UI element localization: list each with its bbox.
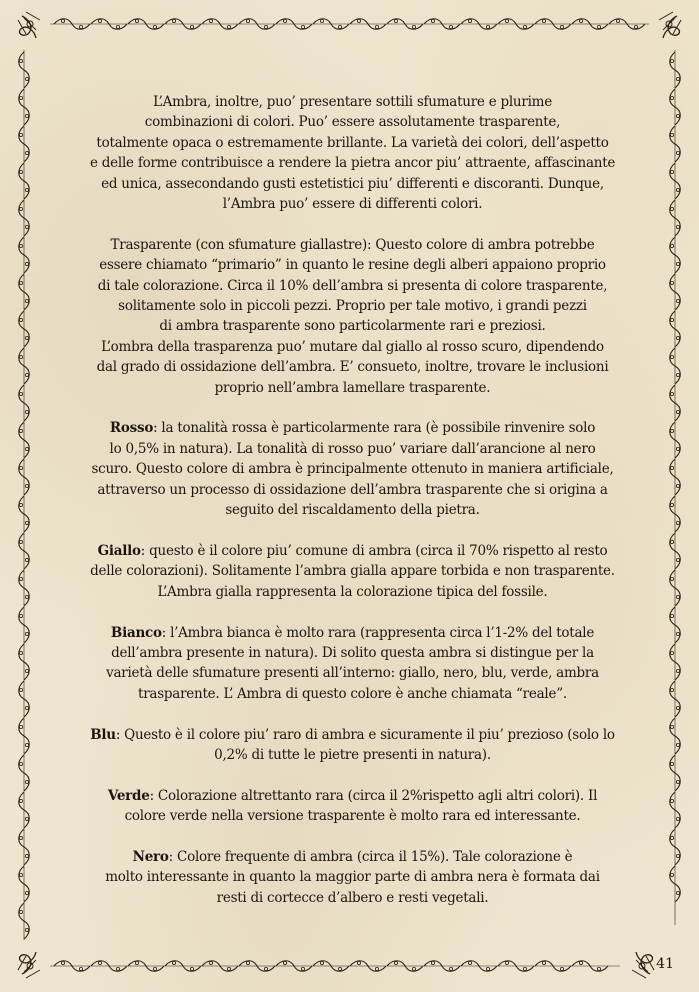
line-text: ed unica, assecondando gusti estetistici piu’ differenti e discoranti. Dunque, bbox=[101, 175, 604, 192]
line-text: L’Ambra, inoltre, puo’ presentare sottili sfumature e plurime bbox=[153, 94, 552, 110]
text-line bbox=[90, 643, 615, 663]
line-text: lo 0,5% in natura). La tonalità di rosso puo’ variare dall’arancione al nero bbox=[109, 440, 596, 457]
color-heading: Verde bbox=[107, 787, 150, 804]
body-text bbox=[90, 92, 615, 929]
text-line bbox=[90, 174, 615, 194]
paragraph bbox=[90, 623, 615, 705]
paragraph bbox=[90, 541, 615, 602]
line-text: dell’ambra presente in natura). Di solito questa ambra si distingue per la bbox=[111, 644, 594, 661]
text-line bbox=[90, 112, 615, 132]
text-line bbox=[90, 153, 615, 173]
paragraph bbox=[90, 92, 615, 214]
line-text: proprio nell’ambra lamellare trasparente. bbox=[214, 379, 491, 396]
text-line bbox=[90, 561, 615, 581]
text-line bbox=[90, 276, 615, 296]
line-text: totalmente opaca o estremamente brillante. La varietà dei colori, dell’aspetto bbox=[96, 134, 609, 151]
left-border bbox=[19, 50, 30, 940]
line-text: di ambra trasparente sono particolarmente rari e preziosi. bbox=[159, 318, 546, 335]
text-line bbox=[90, 92, 615, 112]
text-line bbox=[90, 500, 615, 520]
flourish-corner-icon bbox=[18, 12, 40, 38]
line-text: delle colorazioni). Solitamente l’ambra gialla appare torbida e non trasparente. bbox=[90, 563, 615, 580]
flourish-corner-icon bbox=[632, 952, 654, 978]
line-text: combinazioni di colori. Puo’ essere assolutamente trasparente, bbox=[144, 114, 561, 131]
line-text: : l’Ambra bianca è molto rara (rappresenta circa l’1-2% del totale bbox=[161, 624, 595, 641]
text-line bbox=[90, 439, 615, 459]
text-line bbox=[90, 194, 615, 214]
page-number: 41 bbox=[656, 956, 674, 972]
text-line bbox=[90, 663, 615, 683]
paragraph bbox=[90, 418, 615, 520]
line-text: Trasparente (con sfumature giallastre): Questo colore di ambra potrebbe bbox=[110, 236, 595, 253]
text-line bbox=[90, 459, 615, 479]
line-text: dal grado di ossidazione dell’ambra. E’ consueto, inoltre, trovare le inclusioni bbox=[96, 359, 609, 376]
text-line bbox=[90, 786, 615, 806]
line-text: resti di cortecce d’albero e resti vegetali. bbox=[216, 889, 489, 906]
text-line bbox=[90, 480, 615, 500]
color-heading: Bianco bbox=[110, 624, 162, 641]
line-text: l’Ambra puo’ essere di differenti colori. bbox=[222, 196, 483, 213]
paragraph bbox=[90, 847, 615, 908]
line-text: L’ombra della trasparenza puo’ mutare dal giallo al rosso scuro, dipendendo bbox=[101, 338, 604, 355]
top-border bbox=[50, 19, 649, 30]
text-line bbox=[90, 418, 615, 438]
text-line bbox=[90, 255, 615, 275]
text-line bbox=[90, 867, 615, 887]
paragraph bbox=[90, 786, 615, 827]
line-text: essere chiamato “primario” in quanto le resine degli alberi appaiono proprio bbox=[99, 257, 606, 274]
line-text: 0,2% di tutte le pietre presenti in natura). bbox=[214, 746, 491, 763]
line-text: solitamente solo in piccoli pezzi. Proprio per tale motivo, i grandi pezzi bbox=[118, 298, 587, 315]
text-line bbox=[90, 888, 615, 908]
color-heading: Blu bbox=[90, 726, 116, 743]
text-line bbox=[90, 378, 615, 398]
flourish-corner-icon bbox=[18, 952, 40, 978]
right-border bbox=[670, 50, 681, 925]
text-line bbox=[90, 745, 615, 765]
text-line bbox=[90, 806, 615, 826]
bottom-border bbox=[50, 961, 620, 972]
text-line bbox=[90, 684, 615, 704]
line-text: e delle forme contribuisce a rendere la pietra ancor piu’ attraente, affascinante bbox=[90, 155, 616, 172]
line-text: seguito del riscaldamento della pietra. bbox=[225, 502, 480, 519]
text-line bbox=[90, 337, 615, 357]
color-heading: Giallo bbox=[97, 542, 141, 559]
text-line bbox=[90, 316, 615, 336]
line-text: trasparente. L’ Ambra di questo colore è anche chiamata “reale”. bbox=[138, 685, 567, 702]
line-text: : Colorazione altrettanto rara (circa il 2%rispetto agli altri colori). Il bbox=[149, 787, 598, 804]
text-line bbox=[90, 847, 615, 867]
line-text: varietà delle sfumature presenti all’interno: giallo, nero, blu, verde, ambra bbox=[106, 665, 599, 682]
text-line bbox=[90, 623, 615, 643]
line-text: : questo è il colore piu’ comune di ambra (circa il 70% rispetto al resto bbox=[140, 542, 608, 559]
line-text: L’Ambra gialla rappresenta la colorazione tipica del fossile. bbox=[157, 583, 548, 600]
text-line bbox=[90, 133, 615, 153]
text-line bbox=[90, 582, 615, 602]
line-text: scuro. Questo colore di ambra è principalmente ottenuto in maniera artificiale, bbox=[91, 461, 614, 478]
line-text: attraverso un processo di ossidazione dell’ambra trasparente che si origina a bbox=[97, 481, 608, 498]
paragraph bbox=[90, 725, 615, 766]
color-heading: Rosso bbox=[109, 420, 154, 437]
line-text: : la tonalità rossa è particolarmente rara (è possibile rinvenire solo bbox=[153, 420, 596, 437]
line-text: : Colore frequente di ambra (circa il 15%). Tale colorazione è bbox=[168, 848, 573, 865]
line-text: molto interessante in quanto la maggior parte di ambra nera è formata dai bbox=[105, 869, 600, 886]
flourish-corner-icon bbox=[659, 12, 681, 38]
text-line bbox=[90, 541, 615, 561]
line-text: : Questo è il colore piu’ raro di ambra e sicuramente il piu’ prezioso (solo lo bbox=[115, 726, 615, 743]
color-heading: Nero bbox=[132, 848, 169, 865]
text-line bbox=[90, 235, 615, 255]
line-text: colore verde nella versione trasparente è molto rara ed interessante. bbox=[124, 808, 581, 825]
text-line bbox=[90, 357, 615, 377]
text-line bbox=[90, 725, 615, 745]
line-text: di tale colorazione. Circa il 10% dell’ambra si presenta di colore trasparente, bbox=[97, 277, 608, 294]
paragraph bbox=[90, 235, 615, 398]
text-line bbox=[90, 296, 615, 316]
